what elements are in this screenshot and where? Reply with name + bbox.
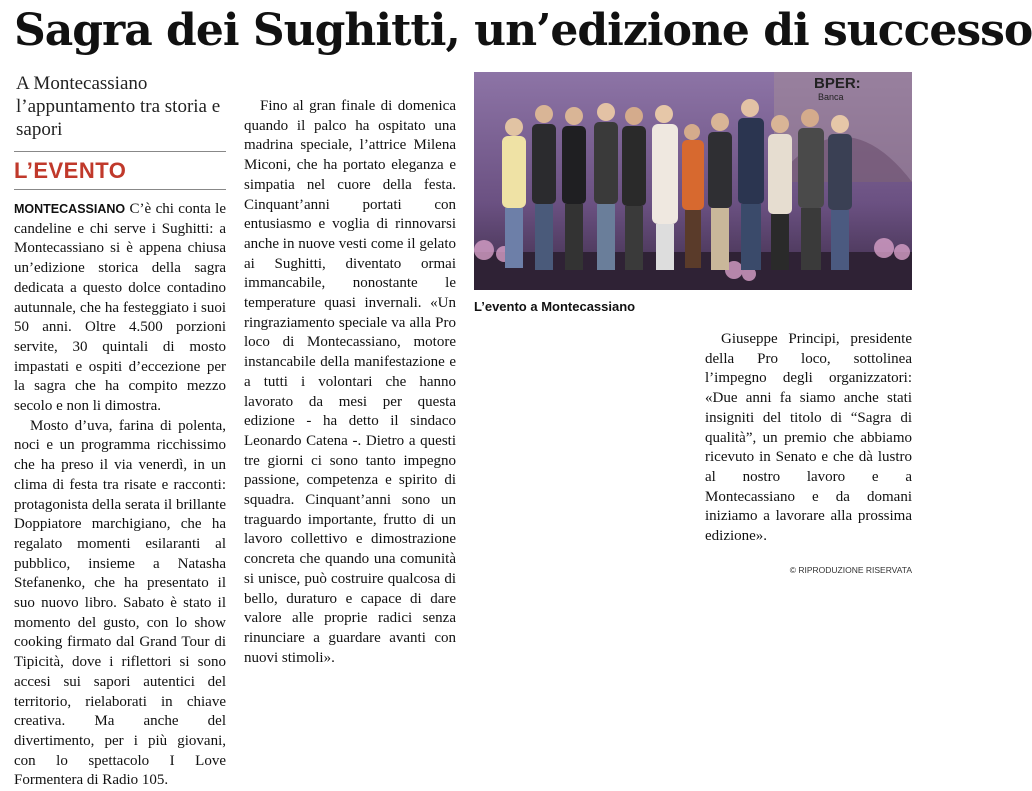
article-column-4 <box>705 330 912 547</box>
paragraph-3: Fino al gran finale di domenica quando il palco ha ospitato una madrina speciale, l’attrice Milena Miconi, che ha portato eleganza e simpatia nel cuore della festa. Cinquant’anni portati con entusiasmo e voglia di rinnovarsi anche in nuove vesti come il gelato ai Sughitti, diventato ormai immancabile, nonostante le temperature quasi invernali. «Un ringraziamento speciale va alla Pro loco di Montecassiano, motore instancabile della manifestazione e a tutti i volontari che hanno lavorato da mesi per questa edizione - ha detto il sindaco Leonardo Catena -. Dietro a questi tre giorni ci sono tanto impegno passione, competenza e spirito di squadra. Cinquant’anni sono un traguardo importante, frutto di un lavoro collettivo e dimostrazione concreta che quando una comunità si unisce, può costruire qualcosa di bello, duraturo e capace di dare valore alle proprie radici senza rinunciare a guardare avanti con nuovi stimoli». <box>244 98 456 666</box>
divider <box>14 189 226 190</box>
divider <box>14 151 226 152</box>
article-column-2 <box>244 78 456 668</box>
copyright-notice: © RIPRODUZIONE RISERVATA <box>789 565 912 575</box>
headline: Sagra dei Sughitti, un’edizione di successo <box>14 5 1032 56</box>
dateline: MONTECASSIANO <box>14 202 126 216</box>
subheadline: A Montecassiano l’appuntamento tra storia e sapori <box>16 73 221 140</box>
event-photo <box>474 72 912 290</box>
paragraph-4: Giuseppe Principi, presidente della Pro loco, sottolinea l’impegno degli organizzatori: «Due anni fa siamo anche stati insigniti del titolo di “Sagra di qualità”, un premio che abbiamo ricevuto in Senato e che dà lustro al nostro lavoro e a Montecassiano e da domani iniziamo a lavorare alla prossima edizione». <box>705 331 912 545</box>
section-rubric: L’EVENTO <box>14 158 127 183</box>
sponsor-sign: BPER: <box>814 75 861 92</box>
photo-caption: L’evento a Montecassiano <box>474 299 636 314</box>
event-photo-illustration <box>474 72 912 290</box>
paragraph-2: Mosto d’uva, farina di polenta, noci e un programma ricchissimo che ha preso il via venerdì, in un clima di festa tra risate e racconti: protagonista della serata il brillante Doppiatore marchigiano, che ha regalato momenti esilaranti al pubblico, insieme a Natasha Stefanenko, che ha presentato il suo nuovo libro. Sabato è stato il momento del gusto, con lo show cooking firmato dal Grand Tour di Tipicità, dove i riflettori si sono accesi sui sapori autentici del territorio, rielaborati in chiave creativa. Ma anche del divertimento, per i più giovani, con lo spettacolo I Love Formentera di Radio 105. <box>14 417 226 789</box>
paragraph-1: MONTECASSIANO C’è chi conta le candeline e chi serve i Sughitti: a Montecassiano si è appena chiusa un’edizione storica della sagra dedicata a questo dolce contadino autunnale, che ha festeggiato i suoi 50 anni. Oltre 4.500 porzioni servite, 30 quintali di mosto impastati e ospiti d’eccezione per la sagra che ha compito mezzo secolo e non li dimostra. <box>14 201 227 415</box>
svg-text:Banca: Banca <box>818 92 844 102</box>
article-column-1 <box>14 72 226 791</box>
